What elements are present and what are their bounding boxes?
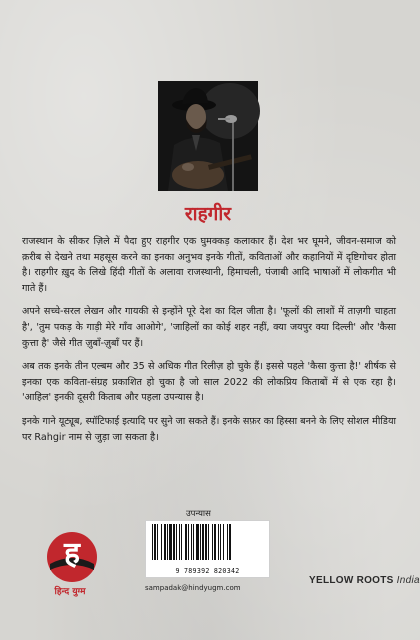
bio-paragraph: अब तक इनके तीन एल्बम और 35 से अधिक गीत रिलीज़ हो चुके हैं। इससे पहले 'कैसा कुत्ता है!' शीर्षक से इनका एक कविता-संग्रह प्रकाशित हो चुका है जो साल 2022 की लोकप्रिय किताबों में से एक रहा है। 'आहिल' इनकी दूसरी किताब और पहला उपन्यास है।	[22, 361, 396, 404]
hind-yugm-logo-icon	[44, 530, 100, 584]
bio-paragraph: इनके गाने यूट्यूब, स्पॉटिफाई इत्यादि पर सुने जा सकते हैं। इनके सफ़र का हिस्सा बनने के लिए सोशल मीडिया पर Rahgir नाम से जुड़ा जा सकता है।	[22, 415, 396, 443]
yellow-roots-part2: ROOTS	[356, 575, 394, 586]
bio-paragraph: राजस्थान के सीकर ज़िले में पैदा हुए राहगीर एक घुमक्कड़ कलाकार हैं। देश भर घूमने, जीवन-समाज को क़रीब से देखने तथा महसूस करने का इनका अनुभव इनके गीतों, कविताओं और कहानियों में दृष्टिगोचर होता है। राहगीर ख़ुद के लिखे हिंदी गीतों के अलावा राजस्थानी, हिमाचली, पंजाबी आदि भाषाओं में लोकगीत भी गाते हैं।	[22, 236, 396, 294]
svg-text:ह: ह	[64, 536, 80, 571]
isbn-barcode	[145, 520, 270, 578]
yellow-roots-logo	[309, 575, 420, 586]
publisher-email: sampadak@hindyugm.com	[145, 584, 241, 592]
isbn-digits: 9 789392 820342	[175, 567, 240, 575]
author-name: राहगीर	[184, 203, 232, 225]
genre-label: उपन्यास	[186, 509, 211, 519]
author-photo	[158, 81, 258, 191]
yellow-roots-part1: YELLOW	[309, 575, 354, 586]
hind-yugm-name: हिन्द युग्म	[54, 587, 86, 597]
bio-paragraph: अपने सच्चे-सरल लेखन और गायकी से इन्होंने पूरे देश का दिल जीता है। 'फूलों की लाशों में ताज़गी चाहता है', 'तुम पकड़ के गाड़ी मेरे गाँव आओगे', 'जाहिलों का कोई शहर नहीं, क्या जयपुर क्या दिल्ली' और 'कैसा कुत्ता है' जैसे गीत ज़ुबाँ-ज़ुबाँ पर हैं।	[22, 306, 396, 349]
author-bio	[22, 234, 396, 453]
yellow-roots-part3: India	[396, 575, 420, 586]
